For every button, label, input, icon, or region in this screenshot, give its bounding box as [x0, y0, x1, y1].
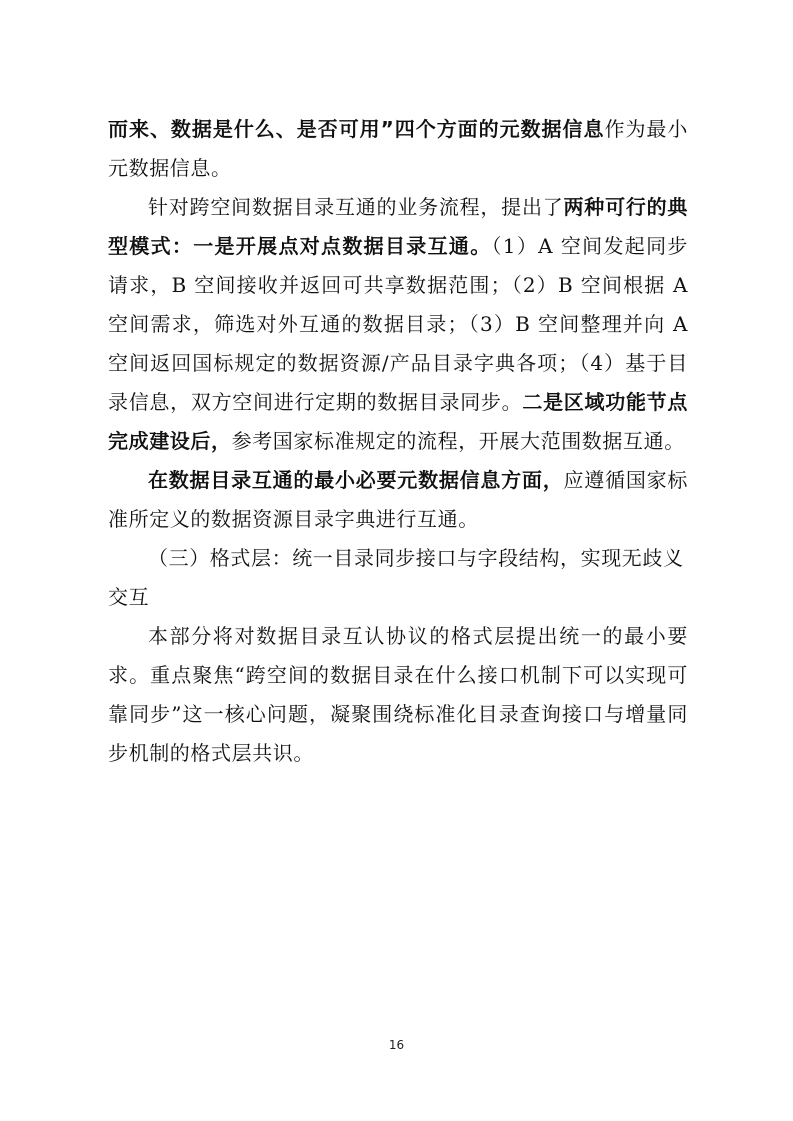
body-text: 作为最小元数据信息。 — [108, 117, 689, 180]
paragraph-metadata-summary — [108, 110, 688, 188]
paragraph-minimal-metadata — [108, 461, 688, 539]
body-text: 参考国家标准规定的流程，开展大范围数据互通。 — [231, 429, 685, 453]
document-body — [108, 110, 688, 773]
body-text: （1）A 空间发起同步请求，B 空间接收并返回可共享数据范围；（2）B 空间根据 A 空间需求，筛选对外互通的数据目录；（3）B 空间整理并向 A 空间返回国标规定的数据资源/产品目录字典各项；（4）基于目录信息，双方空间进行定期的数据目录同步。 — [108, 234, 688, 414]
section-heading-format-layer: （三）格式层：统一目录同步接口与字段结构，实现无歧义交互 — [108, 546, 684, 609]
body-text: 应遵循国家标准所定义的数据资源目录字典进行互通。 — [108, 468, 688, 531]
page-number: 16 — [388, 1038, 405, 1052]
body-text: 针对跨空间数据目录互通的业务流程，提出了 — [148, 195, 564, 219]
paragraph-format-layer: 本部分将对数据目录互认协议的格式层提出统一的最小要求。重点聚焦“跨空间的数据目录在什么接口机制下可以实现可靠同步”这一核心问题，凝聚围绕标准化目录查询接口与增量同步机制的格式层共识。 — [108, 624, 688, 765]
bold-text: 而来、数据是什么、是否可用”四个方面的元数据信息 — [108, 117, 605, 141]
bold-text: 在数据目录互通的最小必要元数据信息方面， — [148, 468, 564, 492]
bold-text: 两种可行的典型模式：一是开展点对点数据目录互通。 — [108, 195, 688, 258]
bold-text: 二是区域功能节点完成建设后， — [108, 390, 689, 453]
paragraph-interop-modes — [108, 188, 688, 461]
